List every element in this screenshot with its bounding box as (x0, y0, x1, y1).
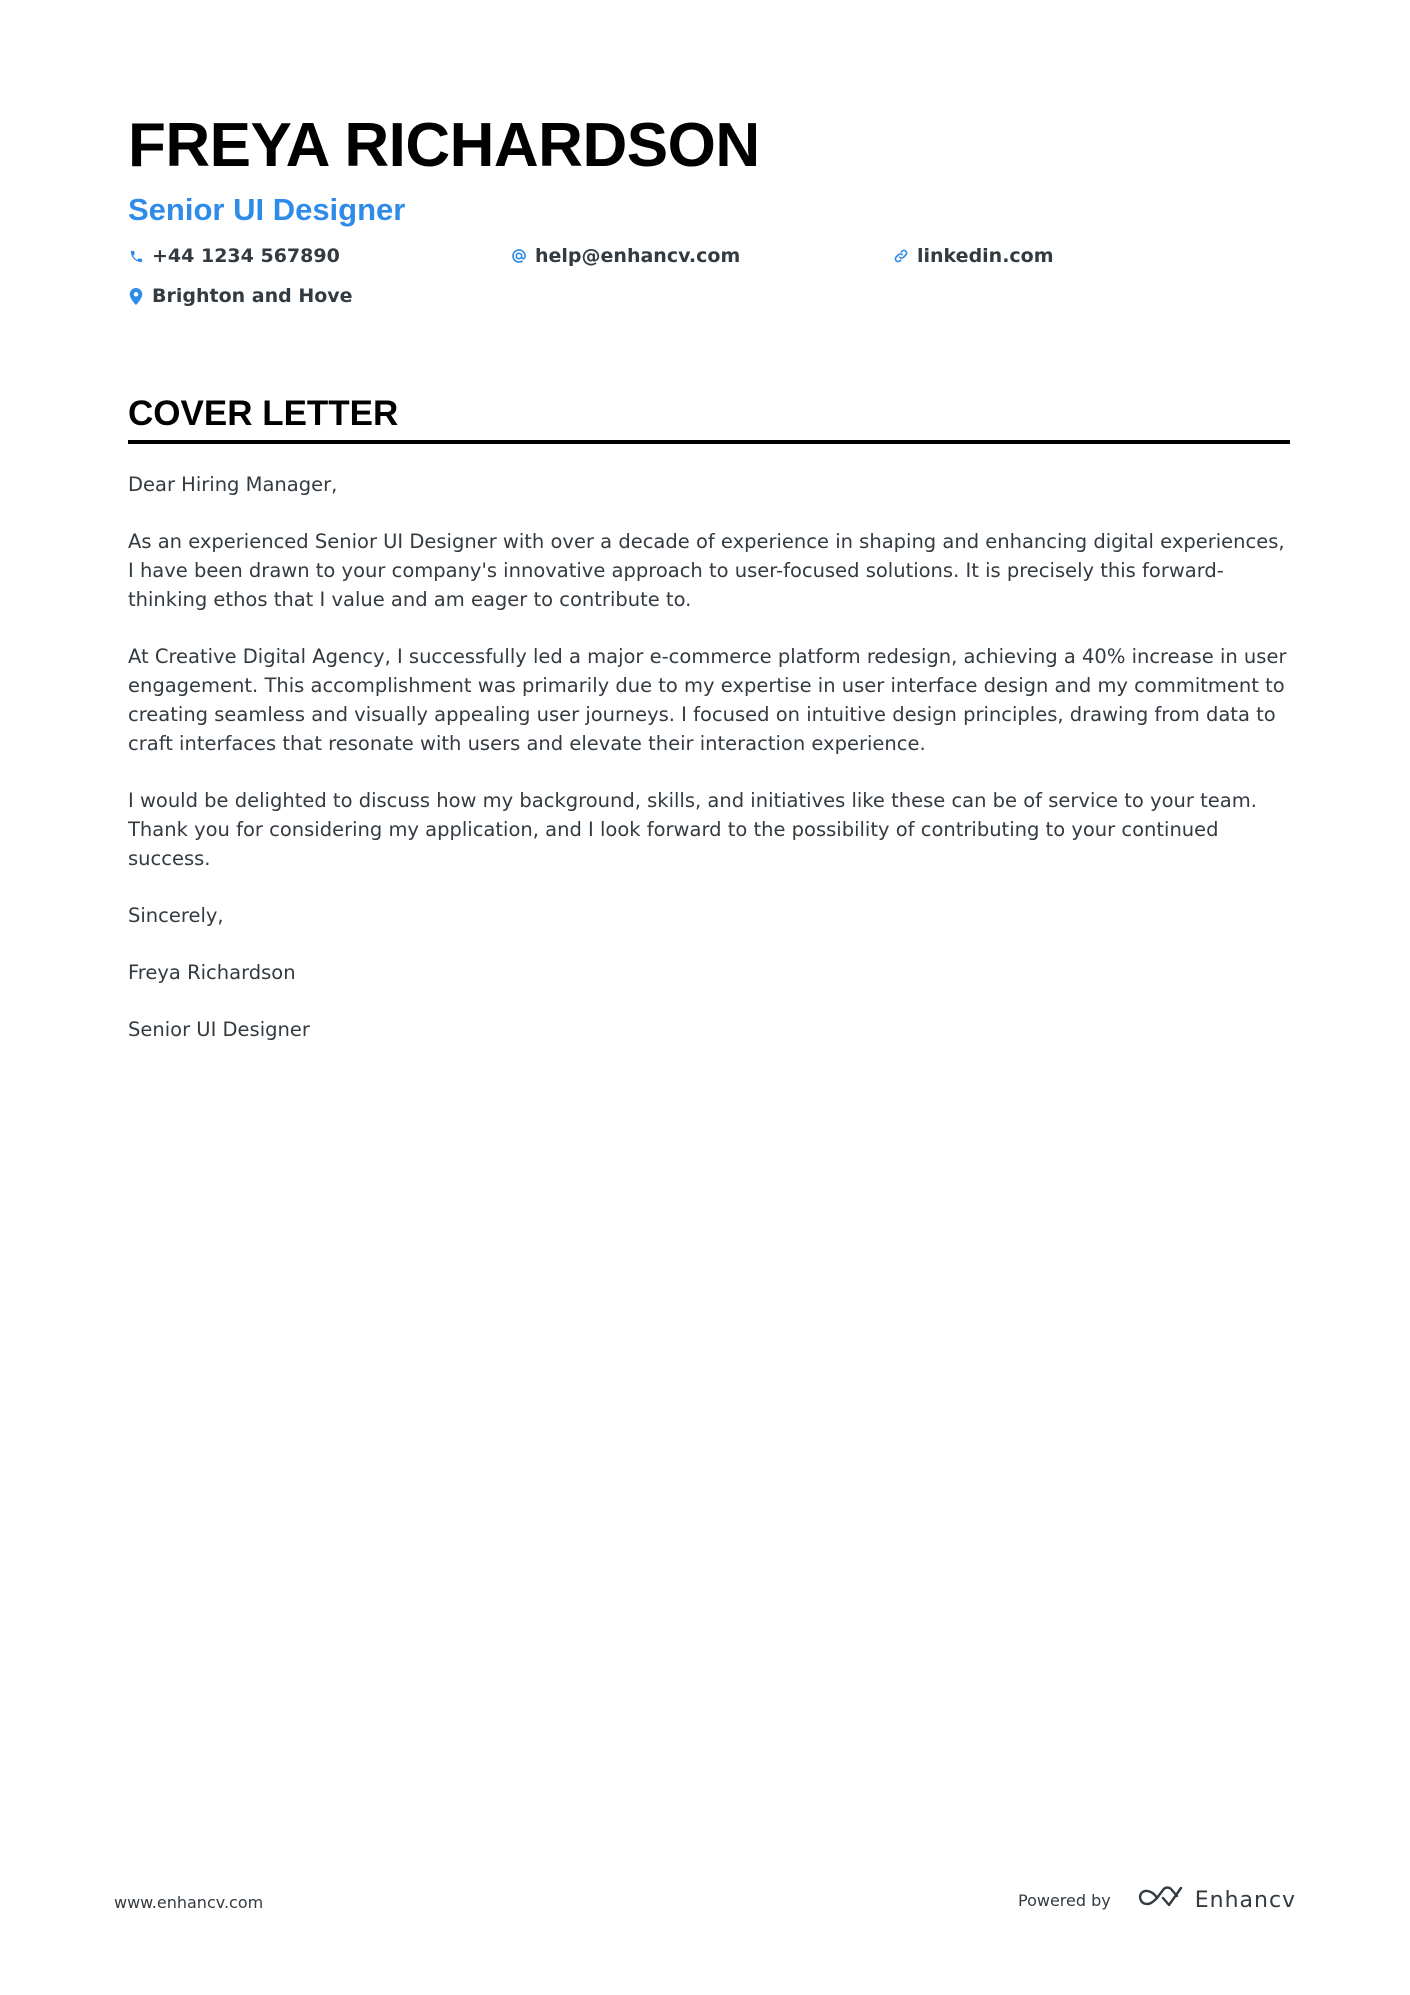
at-icon (511, 247, 527, 265)
applicant-name: FREYA RICHARDSON (128, 111, 760, 180)
applicant-title: Senior UI Designer (128, 192, 406, 227)
contact-email[interactable] (511, 242, 740, 270)
cover-letter-section (128, 392, 1290, 1072)
website-text[interactable]: linkedin.com (917, 245, 1054, 267)
letter-body (128, 470, 1290, 1044)
footer-branding (1018, 1880, 1296, 1920)
phone-icon (128, 247, 144, 265)
email-text[interactable]: help@enhancv.com (535, 245, 741, 267)
location-text: Brighton and Hove (152, 285, 353, 307)
letter-closing: Sincerely, (128, 904, 224, 927)
powered-by-text: Powered by (1018, 1890, 1111, 1910)
letter-paragraph: I would be delighted to discuss how my background, skills, and initiatives like these can be of service to your team. Thank you for considering my application, and I look forward to the possibility of contributing to your continued success. (128, 789, 1257, 870)
letter-paragraph: At Creative Digital Agency, I successfully led a major e-commerce platform redesign, achieving a 40% increase in user engagement. This accomplishment was primarily due to my expertise in user interface design and my commitment to creating seamless and visually appealing user journeys. I focused on intuitive design principles, drawing from data to craft interfaces that resonate with users and elevate their interaction experience. (128, 645, 1287, 755)
contact-info (128, 242, 1290, 322)
brand-name: Enhancv (1194, 1887, 1297, 1913)
location-pin-icon (128, 287, 144, 305)
signature-title: Senior UI Designer (128, 1018, 310, 1041)
letter-greeting: Dear Hiring Manager, (128, 473, 338, 496)
signature-name: Freya Richardson (128, 961, 296, 984)
header (128, 108, 1290, 322)
enhancv-logo-icon (1137, 1884, 1195, 1916)
contact-website[interactable] (893, 242, 1054, 270)
footer-website[interactable]: www.enhancv.com (114, 1893, 264, 1912)
contact-phone (128, 242, 340, 270)
link-icon (893, 247, 909, 265)
section-title: COVER LETTER (128, 394, 399, 433)
letter-paragraph: As an experienced Senior UI Designer with over a decade of experience in shaping and enhancing digital experiences, I have been drawn to your company's innovative approach to user-focused solutions. It is precisely this forward-thinking ethos that I value and am eager to contribute to. (128, 530, 1285, 611)
contact-location (128, 282, 353, 310)
section-divider (128, 440, 1290, 444)
phone-text: +44 1234 567890 (152, 245, 340, 267)
